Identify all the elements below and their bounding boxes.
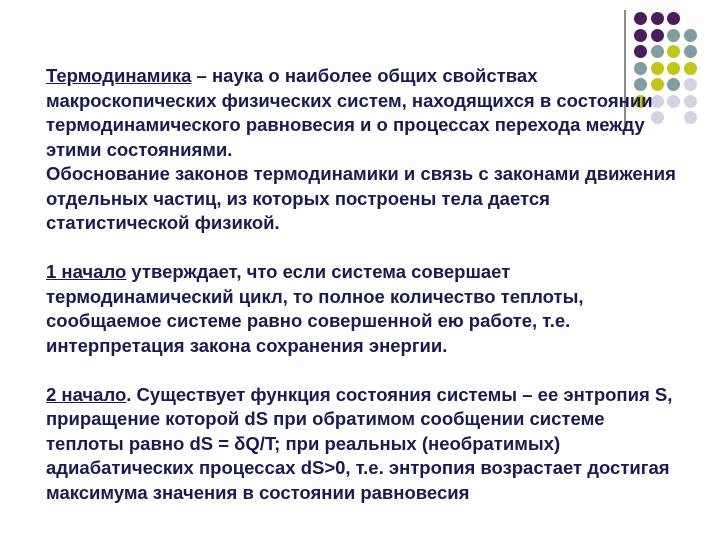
spacer (46, 358, 686, 383)
term-first-law: 1 начало (46, 261, 127, 282)
decor-dot (667, 12, 680, 25)
paragraph-statistical: Обоснование законов термодинамики и связь с законами движения отдельных частиц, из которых построены тела дается статистической физикой. (46, 163, 676, 233)
decor-dot (651, 29, 664, 42)
paragraph-first-law (46, 260, 686, 358)
decor-dot (634, 12, 647, 25)
second-law-text: . Существует функция состояния системы – ее энтропия S, приращение которой dS при обратимом сообщении системе теплоты равно dS = δQ/T; при реальных (необратимых) адиабатических процессах dS>0, т.е. энтропия возрастает достигая максимума значения в состоянии равновесия (46, 383, 673, 503)
paragraph-second-law (46, 383, 686, 506)
decor-dot (634, 45, 647, 58)
decor-dot (651, 12, 664, 25)
first-law-text: утверждает, что если система совершает термодинамический цикл, то полное количество теплоты, сообщаемое системе равно совершенной ею работе, т.е. интерпретация закона сохранения энергии. (46, 261, 584, 356)
decor-dot (667, 45, 680, 58)
term-second-law: 2 начало (46, 383, 127, 405)
spacer (46, 236, 686, 261)
slide-body (46, 64, 686, 505)
decor-dot (634, 29, 647, 42)
decor-dot (684, 45, 697, 58)
paragraph-definition (46, 64, 686, 162)
decor-dot (651, 45, 664, 58)
definition-text: – наука о наиболее общих свойствах макроскопических физических систем, находящихся в состоянии термодинамического равновесия и о процессах перехода между этими состояниями. (46, 65, 653, 160)
decor-dot (684, 29, 697, 42)
decor-dot (667, 29, 680, 42)
term-thermodynamics: Термодинамика (46, 65, 192, 86)
